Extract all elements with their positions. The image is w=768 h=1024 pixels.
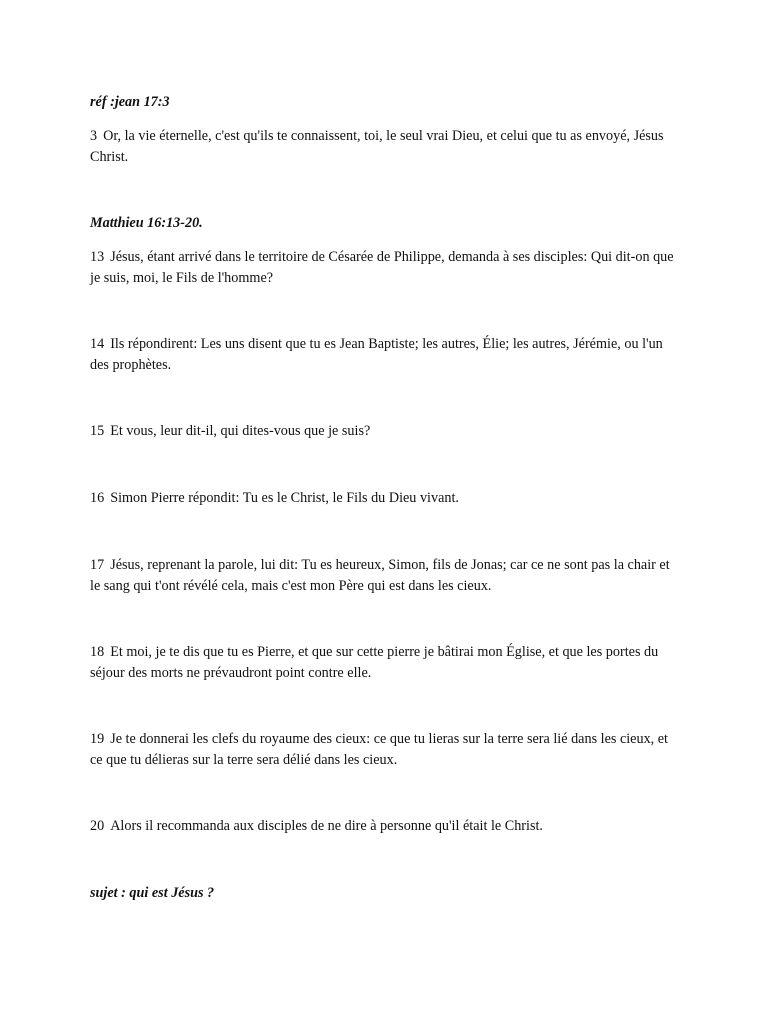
verse-19 xyxy=(90,729,682,771)
verse-20 xyxy=(90,816,682,837)
verse-number: 13 xyxy=(90,249,105,265)
verse-14 xyxy=(90,334,682,376)
verse-16 xyxy=(90,488,682,509)
subject-heading: sujet : qui est Jésus ? xyxy=(90,885,215,901)
passage-heading: Matthieu 16:13-20. xyxy=(90,215,203,231)
verse-text: Et moi, je te dis que tu es Pierre, et que sur cette pierre je bâtirai mon Église, et que les portes du séjour des morts ne prévaudront point contre elle. xyxy=(90,644,659,681)
verse-15 xyxy=(90,421,682,442)
verse-number: 17 xyxy=(90,557,105,573)
verse-number: 16 xyxy=(90,490,105,506)
verse-text: Ils répondirent: Les uns disent que tu es Jean Baptiste; les autres, Élie; les autres, Jérémie, ou l'un des prophètes. xyxy=(90,336,663,373)
verse-text: Et vous, leur dit-il, qui dites-vous que je suis? xyxy=(110,423,371,439)
verse-text: Or, la vie éternelle, c'est qu'ils te connaissent, toi, le seul vrai Dieu, et celui que tu as envoyé, Jésus Christ. xyxy=(90,128,664,165)
verse-number: 15 xyxy=(90,423,105,439)
verse-text: Je te donnerai les clefs du royaume des cieux: ce que tu lieras sur la terre sera lié dans les cieux, et ce que tu délieras sur la terre sera délié dans les cieux. xyxy=(90,731,669,768)
verse-number: 19 xyxy=(90,731,105,747)
verse-text: Simon Pierre répondit: Tu es le Christ, le Fils du Dieu vivant. xyxy=(110,490,459,506)
verse-number: 20 xyxy=(90,818,105,834)
verse-17 xyxy=(90,555,682,597)
reference-heading: réf :jean 17:3 xyxy=(90,94,170,110)
reference-verse xyxy=(90,126,682,168)
verse-number: 3 xyxy=(90,128,98,144)
verse-text: Jésus, étant arrivé dans le territoire de Césarée de Philippe, demanda à ses disciples: Qui dit-on que je suis, moi, le Fils de l'homme? xyxy=(90,249,674,286)
verse-13 xyxy=(90,247,682,289)
verse-text: Alors il recommanda aux disciples de ne dire à personne qu'il était le Christ. xyxy=(110,818,543,834)
verse-number: 18 xyxy=(90,644,105,660)
verse-number: 14 xyxy=(90,336,105,352)
verse-text: Jésus, reprenant la parole, lui dit: Tu es heureux, Simon, fils de Jonas; car ce ne sont pas la chair et le sang qui t'ont révélé cela, mais c'est mon Père qui est dans les cieux. xyxy=(90,557,670,594)
verse-18 xyxy=(90,642,682,684)
